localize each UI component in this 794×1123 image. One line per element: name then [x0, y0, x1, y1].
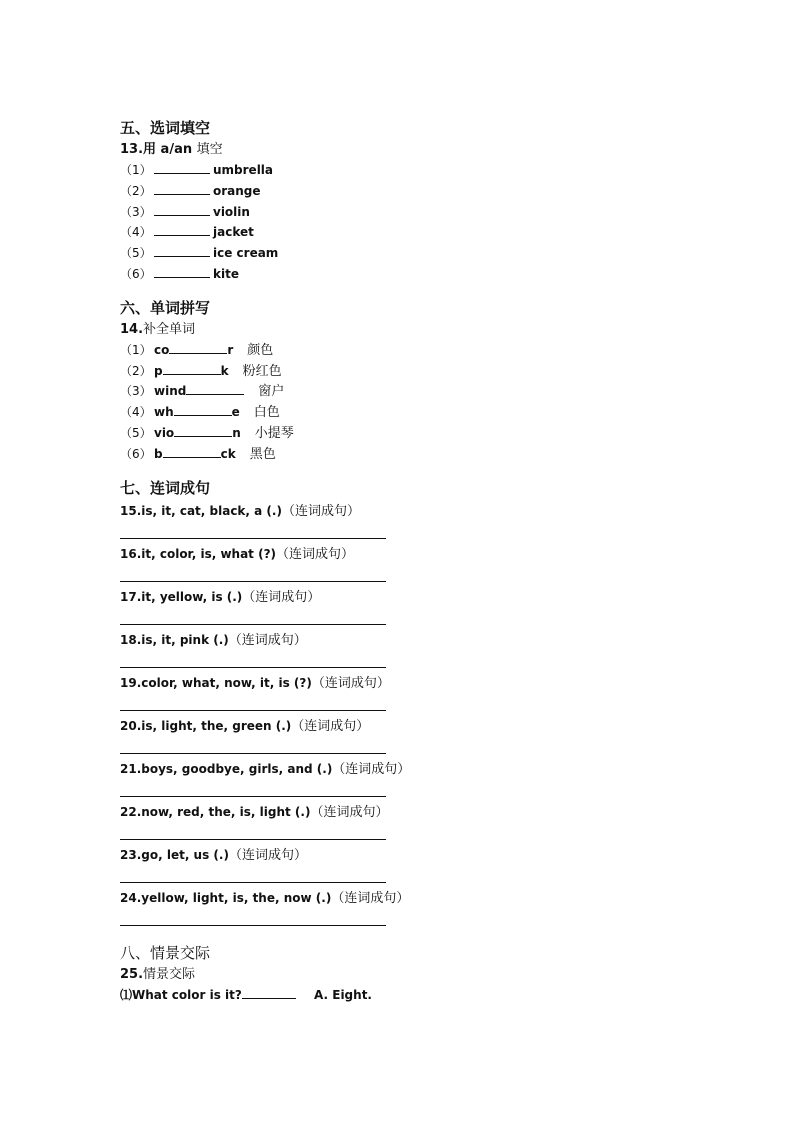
answer-blank[interactable]	[174, 424, 232, 437]
list-item: 24.yellow, light, is, the, now (.)（连词成句）	[120, 887, 680, 926]
sentence-words: 22.now, red, the, is, light (.)	[120, 804, 311, 819]
dialog-question: ⑴What color is it?	[120, 987, 242, 1002]
answer-blank[interactable]	[154, 182, 210, 195]
question-text-cn: 填空	[196, 142, 223, 157]
answer-option: A. Eight.	[314, 987, 372, 1002]
question-text-cn: 补全单词	[143, 321, 196, 337]
answer-blank[interactable]	[169, 341, 227, 354]
sentence-words: 15.is, it, cat, black, a (.)	[120, 503, 282, 518]
question-text: 用 a/an	[143, 142, 197, 157]
question-13-title	[120, 140, 680, 160]
question-25-title	[120, 965, 680, 985]
section-title-5: 五、选词填空	[120, 119, 211, 137]
sentence-words: 21.boys, goodbye, girls, and (.)	[120, 761, 333, 776]
list-item: （6） kite	[120, 266, 239, 281]
answer-line[interactable]	[120, 651, 386, 668]
list-item: 16.it, color, is, what (?)（连词成句）	[120, 543, 680, 582]
sentence-list	[120, 500, 680, 926]
list-item: （3） violin	[120, 204, 250, 219]
answer-blank[interactable]	[154, 161, 210, 174]
sentence-words: 24.yellow, light, is, the, now (.)	[120, 890, 332, 905]
dialog-item	[120, 985, 680, 1005]
answer-blank[interactable]	[154, 265, 210, 278]
question-number: 14.	[120, 321, 144, 337]
list-item: （5） ice cream	[120, 246, 279, 261]
sentence-words: 18.is, it, pink (.)	[120, 632, 229, 647]
worksheet	[120, 116, 680, 1005]
list-item: 22.now, red, the, is, light (.)（连词成句）	[120, 801, 680, 840]
answer-line[interactable]	[120, 694, 386, 711]
answer-line[interactable]	[120, 866, 386, 883]
answer-line[interactable]	[120, 565, 386, 582]
answer-blank[interactable]	[242, 986, 296, 999]
question-number: 13.	[120, 142, 144, 157]
list-item: 18.is, it, pink (.)（连词成句）	[120, 629, 680, 668]
section-title-8: 八、情景交际	[120, 943, 211, 962]
list-item: 15.is, it, cat, black, a (.)（连词成句）	[120, 500, 680, 539]
sentence-words: 16.it, color, is, what (?)	[120, 546, 277, 561]
list-item: 23.go, let, us (.)（连词成句）	[120, 844, 680, 883]
sentence-words: 19.color, what, now, it, is (?)	[120, 675, 312, 690]
fill-article-list	[120, 160, 680, 285]
answer-blank[interactable]	[163, 445, 221, 458]
section-title-7: 七、连词成句	[120, 478, 211, 497]
sentence-words: 20.is, light, the, green (.)	[120, 718, 292, 733]
answer-line[interactable]	[120, 823, 386, 840]
list-item: （4） wh e 白色	[120, 405, 280, 421]
answer-line[interactable]	[120, 608, 386, 625]
list-item: （2） p k 粉红色	[120, 363, 282, 379]
list-item: （5） vio n 小提琴	[120, 425, 294, 441]
answer-line[interactable]	[120, 737, 386, 754]
list-item: 19.color, what, now, it, is (?)（连词成句）	[120, 672, 680, 711]
list-item: （3） wind 窗户	[120, 384, 285, 400]
list-item: （1） umbrella	[120, 163, 274, 177]
answer-blank[interactable]	[186, 382, 244, 395]
list-item: （4） jacket	[120, 225, 254, 240]
spelling-list	[120, 340, 680, 465]
list-item: 20.is, light, the, green (.)（连词成句）	[120, 715, 680, 754]
list-item: （1） co r 颜色	[120, 342, 274, 358]
question-14-title	[120, 320, 680, 340]
answer-blank[interactable]	[163, 362, 221, 375]
answer-line[interactable]	[120, 522, 386, 539]
answer-blank[interactable]	[154, 203, 210, 216]
answer-line[interactable]	[120, 780, 386, 797]
answer-blank[interactable]	[154, 223, 210, 236]
list-item: 21.boys, goodbye, girls, and (.)（连词成句）	[120, 758, 680, 797]
list-item: （2） orange	[120, 183, 261, 198]
answer-line[interactable]	[120, 909, 386, 926]
sentence-words: 23.go, let, us (.)	[120, 847, 229, 862]
list-item: （6） b ck 黑色	[120, 446, 276, 462]
section-title-6: 六、单词拼写	[120, 298, 211, 317]
question-number: 25.	[120, 966, 144, 982]
answer-blank[interactable]	[154, 244, 210, 257]
answer-blank[interactable]	[174, 403, 232, 416]
sentence-words: 17.it, yellow, is (.)	[120, 589, 243, 604]
question-text-cn: 情景交际	[143, 966, 196, 982]
list-item: 17.it, yellow, is (.)（连词成句）	[120, 586, 680, 625]
